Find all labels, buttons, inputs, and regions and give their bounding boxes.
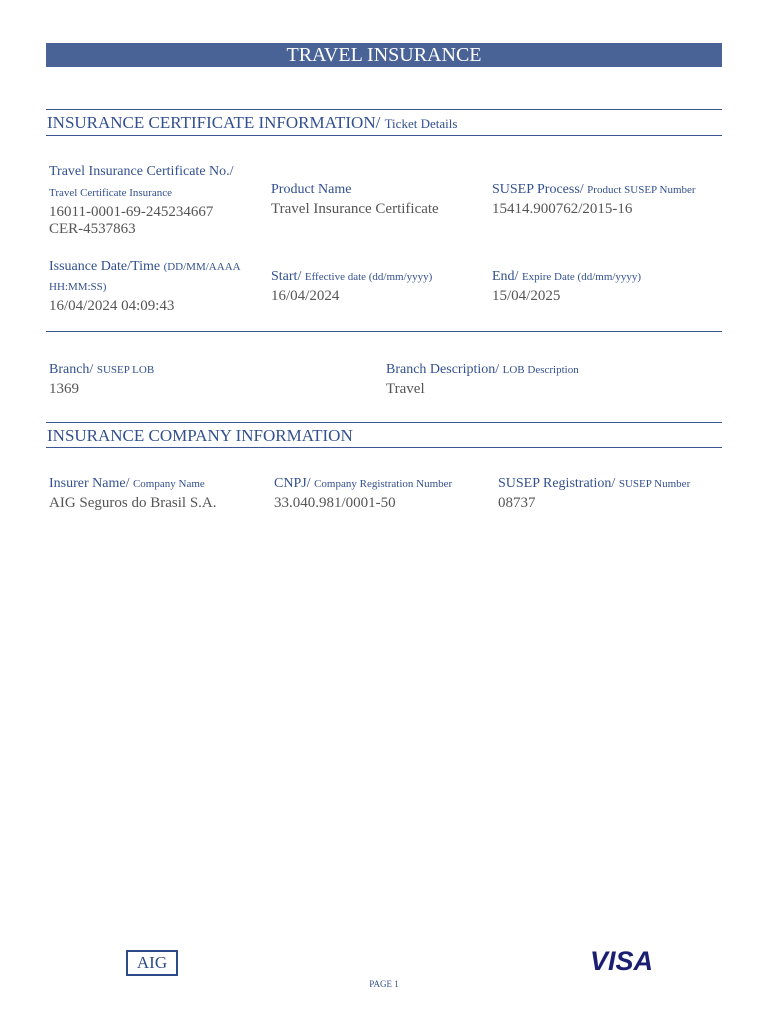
branch-description-sublabel: LOB Description	[502, 364, 579, 376]
divider	[46, 422, 722, 423]
certificate-section-title	[47, 113, 457, 133]
issuance-field	[49, 258, 241, 315]
product-name-field	[271, 181, 439, 218]
certificate-section-title-text: INSURANCE CERTIFICATE INFORMATION/	[47, 113, 381, 132]
end-label: End/	[492, 269, 519, 284]
cnpj-value: 33.040.981/0001-50	[274, 495, 396, 511]
susep-registration-value: 08737	[498, 495, 536, 511]
document-title: TRAVEL INSURANCE	[46, 43, 722, 67]
visa-logo: VISA	[590, 946, 654, 976]
susep-process-label: SUSEP Process/	[492, 182, 584, 197]
product-name-value: Travel Insurance Certificate	[271, 201, 439, 217]
divider	[46, 447, 722, 448]
issuance-value: 16/04/2024 04:09:43	[49, 298, 175, 314]
branch-label-row	[49, 361, 154, 379]
certificate-section-subtitle: Ticket Details	[384, 116, 458, 131]
branch-description-value: Travel	[386, 381, 425, 397]
certificate-no-value-line2: CER-4537863	[49, 221, 136, 237]
susep-process-label-row	[492, 181, 696, 199]
branch-description-field	[386, 361, 579, 398]
insurer-label-row	[49, 475, 217, 493]
certificate-no-field	[49, 163, 234, 238]
susep-registration-label: SUSEP Registration/	[498, 476, 616, 491]
start-value: 16/04/2024	[271, 288, 340, 304]
branch-sublabel: SUSEP LOB	[96, 364, 155, 376]
start-label: Start/	[271, 269, 302, 284]
start-sublabel: Effective date (dd/mm/yyyy)	[304, 271, 433, 283]
susep-process-sublabel: Product SUSEP Number	[587, 184, 696, 196]
start-field	[271, 268, 432, 305]
issuance-label: Issuance Date/Time	[49, 259, 161, 274]
insurer-value: AIG Seguros do Brasil S.A.	[49, 495, 217, 511]
branch-value: 1369	[49, 381, 79, 397]
susep-process-value: 15414.900762/2015-16	[492, 201, 633, 217]
divider	[46, 135, 722, 136]
end-value: 15/04/2025	[492, 288, 561, 304]
cnpj-label-row	[274, 475, 452, 493]
insurer-sublabel: Company Name	[132, 478, 205, 490]
issuance-sublabel: (DD/MM/AAAA	[163, 261, 241, 273]
aig-logo: AIG	[126, 950, 178, 976]
certificate-no-label: Travel Insurance Certificate No./	[49, 164, 234, 179]
divider	[46, 331, 722, 332]
issuance-label-row	[49, 258, 241, 276]
certificate-no-sublabel: Travel Certificate Insurance	[49, 187, 172, 199]
branch-description-label-row	[386, 361, 579, 379]
cnpj-label: CNPJ/	[274, 476, 311, 491]
susep-process-field	[492, 181, 696, 218]
company-section-title: INSURANCE COMPANY INFORMATION	[47, 426, 353, 445]
product-name-label: Product Name	[271, 182, 352, 197]
susep-registration-field	[498, 475, 690, 512]
insurer-field	[49, 475, 217, 512]
end-label-row	[492, 268, 641, 286]
branch-description-label: Branch Description/	[386, 362, 500, 377]
end-field	[492, 268, 641, 305]
page-number: PAGE 1	[369, 979, 399, 989]
start-label-row	[271, 268, 432, 286]
certificate-no-value: 16011-0001-69-245234667	[49, 204, 214, 220]
cnpj-sublabel: Company Registration Number	[314, 478, 453, 490]
branch-field	[49, 361, 154, 398]
end-sublabel: Expire Date (dd/mm/yyyy)	[521, 271, 642, 283]
issuance-sublabel-line2: HH:MM:SS)	[49, 281, 107, 293]
divider	[46, 109, 722, 110]
cnpj-field	[274, 475, 452, 512]
susep-registration-sublabel: SUSEP Number	[618, 478, 691, 490]
insurer-label: Insurer Name/	[49, 476, 130, 491]
susep-registration-label-row	[498, 475, 690, 493]
branch-label: Branch/	[49, 362, 94, 377]
